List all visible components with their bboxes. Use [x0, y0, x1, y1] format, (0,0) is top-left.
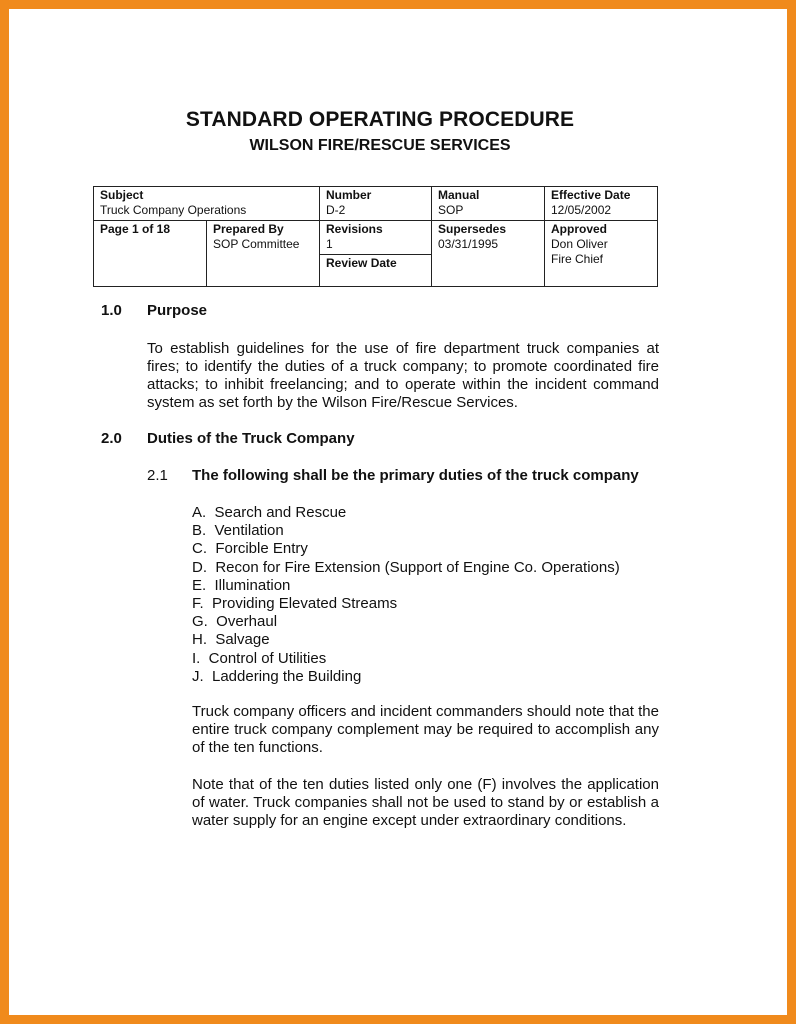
- revisions-cell: [320, 221, 432, 255]
- manual-label: Manual: [438, 188, 480, 202]
- approved-label: Approved: [551, 222, 608, 236]
- number-label: Number: [326, 188, 372, 202]
- header-table: [93, 186, 658, 287]
- manual-cell: [432, 187, 545, 221]
- section-2-number: 2.0: [101, 430, 122, 447]
- review-date-label: Review Date: [326, 256, 397, 270]
- approved-title: Fire Chief: [551, 252, 604, 266]
- supersedes-label: Supersedes: [438, 222, 507, 236]
- duty-item: J. Laddering the Building: [192, 667, 362, 685]
- manual-value: SOP: [438, 203, 464, 217]
- duties-list: [192, 504, 620, 686]
- number-cell: [320, 187, 432, 221]
- section-1-heading: Purpose: [147, 302, 208, 319]
- subject-cell: [94, 187, 320, 221]
- effective-date-cell: [545, 187, 658, 221]
- effective-date-value: 12/05/2002: [551, 203, 612, 217]
- supersedes-value: 03/31/1995: [438, 237, 499, 251]
- review-date-cell: [320, 255, 432, 287]
- number-value: D-2: [326, 203, 346, 217]
- approved-name: Don Oliver: [551, 237, 608, 251]
- revisions-label: Revisions: [326, 222, 383, 236]
- approved-cell: [545, 221, 658, 287]
- subsection-2-1-heading: The following shall be the primary duties of the truck company: [192, 467, 639, 484]
- page-count: Page 1 of 18: [100, 222, 171, 236]
- prepared-by-cell: [207, 221, 320, 287]
- note-paragraph-1: Truck company officers and incident commanders should note that the entire truck company complement may be required to accomplish any of the ten functions.: [192, 703, 659, 756]
- subsection-2-1-number: 2.1: [147, 467, 168, 484]
- section-1-number: 1.0: [101, 302, 122, 319]
- duty-item: A. Search and Rescue: [192, 504, 347, 521]
- duty-item: G. Overhaul: [192, 613, 278, 631]
- duty-item: F. Providing Elevated Streams: [192, 595, 398, 613]
- revisions-value: 1: [326, 237, 333, 251]
- prepared-by-value: SOP Committee: [213, 237, 300, 251]
- document-subtitle: WILSON FIRE/RESCUE SERVICES: [249, 137, 511, 154]
- supersedes-cell: [432, 221, 545, 287]
- purpose-paragraph: To establish guidelines for the use of fire department truck companies at fires; to identify the duties of a truck company; to promote coordinated fire attacks; to inhibit freelancing; and to operate within the incident command system as set forth by the Wilson Fire/Rescue Services.: [147, 340, 659, 411]
- section-2-heading: Duties of the Truck Company: [147, 430, 355, 447]
- duty-item: E. Illumination: [192, 576, 291, 594]
- note-paragraph-2: Note that of the ten duties listed only one (F) involves the application of water. Truck companies shall not be used to stand by or establish a water supply for an engine except under extraordinary conditions.: [192, 776, 659, 829]
- subject-label: Subject: [100, 188, 144, 202]
- duty-item: B. Ventilation: [192, 522, 284, 540]
- effective-date-label: Effective Date: [551, 188, 631, 202]
- duty-item: C. Forcible Entry: [192, 540, 308, 558]
- duty-item: I. Control of Utilities: [192, 649, 327, 667]
- subject-value: Truck Company Operations: [100, 203, 247, 217]
- duty-item: D. Recon for Fire Extension (Support of Engine Co. Operations): [192, 558, 620, 576]
- prepared-by-label: Prepared By: [213, 222, 284, 236]
- page-cell: [94, 221, 207, 287]
- document-title: STANDARD OPERATING PROCEDURE: [185, 108, 575, 131]
- duty-item: H. Salvage: [192, 631, 270, 649]
